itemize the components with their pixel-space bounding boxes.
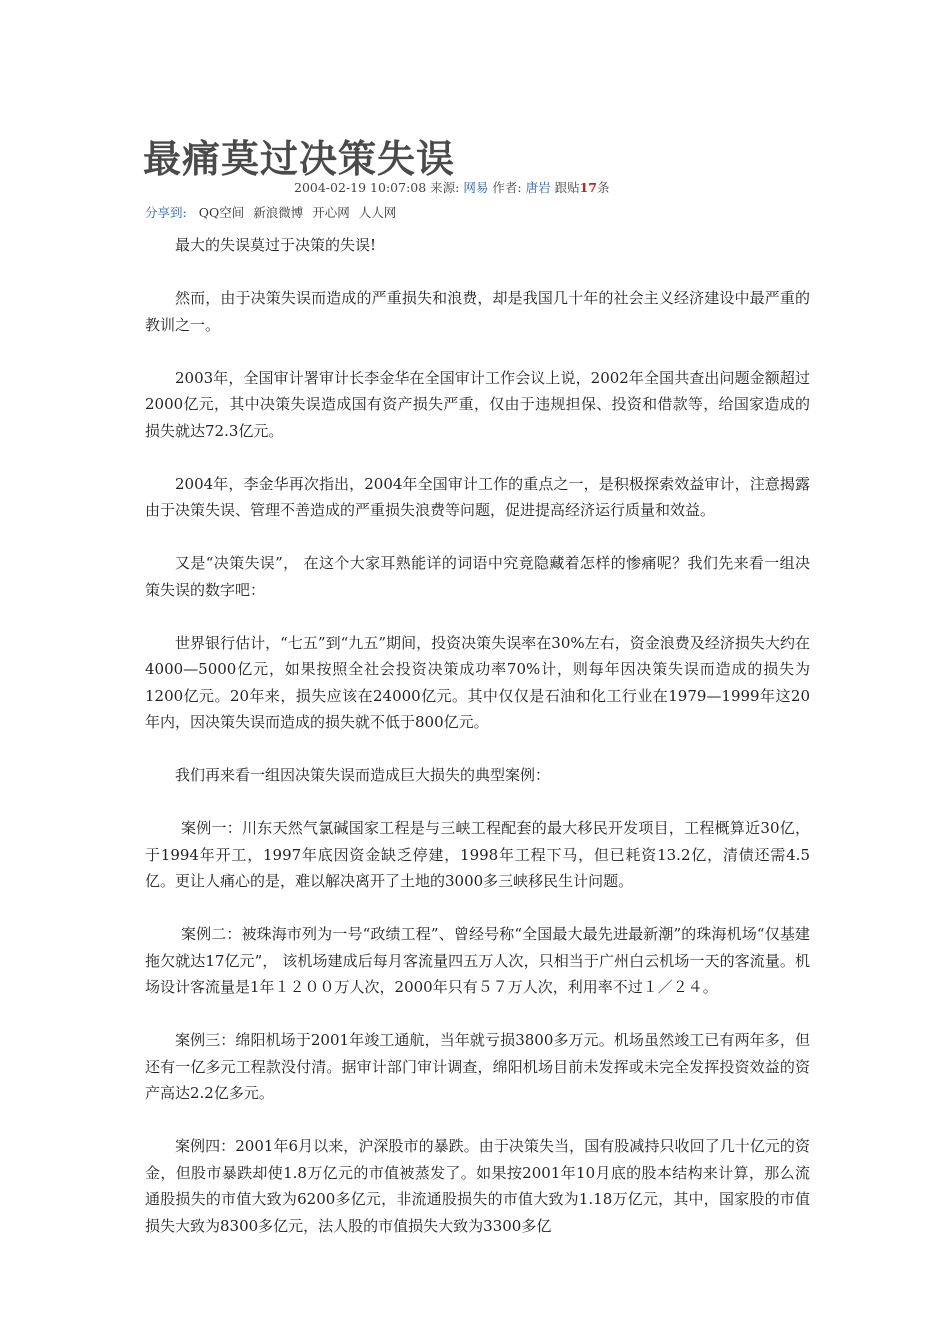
publish-datetime: 2004-02-19 10:07:08 xyxy=(294,180,427,195)
paragraph: 2003年，全国审计署审计长李金华在全国审计工作会议上说，2002年全国共查出问题金额超过2000亿元，其中决策失误造成国有资产损失严重，仅由于违规担保、投资和借款等，给国家造成的损失就达72.3亿元。 xyxy=(145,368,810,440)
paragraph-case-1: 案例一：川东天然气氯碱国家工程是与三峡工程配套的最大移民开发项目，工程概算近30亿，于1994年开工，1997年底因资金缺乏停建，1998年工程下马，但已耗资13.2亿，清债还需4.5亿。更让人痛心的是，难以解决离开了土地的3000多三峡移民生计问题。 xyxy=(145,819,810,890)
article-meta xyxy=(294,178,610,196)
paragraph: 又是“决策失误”， 在这个大家耳熟能详的词语中究竟隐藏着怎样的惨痛呢？我们先来看一组决策失误的数字吧： xyxy=(145,554,810,599)
paragraph-case-2: 案例二：被珠海市列为一号“政绩工程”、曾经号称“全国最大最先进最新潮”的珠海机场“仅基建拖欠就达17亿元”， 该机场建成后每月客流量四五万人次，只相当于广州白云机场一天的客流量。机场设计客流量是1年１２００万人次，2000年只有５７万人次，利用率不过１／２４。 xyxy=(145,925,810,996)
article-body xyxy=(145,232,810,1266)
author-label: 作者: xyxy=(492,180,522,195)
source-link[interactable]: 网易 xyxy=(463,180,489,195)
share-label: 分享到: xyxy=(145,205,187,220)
author-link[interactable]: 唐岩 xyxy=(525,180,551,195)
paragraph-case-4: 案例四：2001年6月以来，沪深股市的暴跌。由于决策失当，国有股减持只收回了几十亿元的资金，但股市暴跌却使1.8万亿元的市值被蒸发了。如果按2001年10月底的股本结构来计算，那么流通股损失的市值大致为6200多亿元，非流通股损失的市值大致为1.18万亿元，其中，国家股的市值损失大致为8300多亿元，法人股的市值损失大致为3300多亿 xyxy=(145,1137,810,1235)
paragraph: 世界银行估计，“七五”到“九五”期间，投资决策失误率在30%左右，资金浪费及经济损失大约在4000—5000亿元，如果按照全社会投资决策成功率70%计，则每年因决策失误而造成的损失为1200亿元。20年来，损失应该在24000亿元。其中仅仅是石油和化工行业在1979—1999年这20年内，因决策失误而造成的损失就不低于800亿元。 xyxy=(145,633,810,731)
share-weibo-link[interactable]: 新浪微博 xyxy=(253,205,304,220)
share-renren-link[interactable]: 人人网 xyxy=(358,205,397,220)
replies-label: 跟贴 xyxy=(554,180,580,195)
article-title: 最痛莫过决策失误 xyxy=(143,136,456,181)
paragraph: 2004年，李金华再次指出，2004年全国审计工作的重点之一，是积极探索效益审计，注意揭露由于决策失误、管理不善造成的严重损失浪费等问题，促进提高经济运行质量和效益。 xyxy=(145,474,810,519)
replies-unit: 条 xyxy=(597,180,610,195)
source-label: 来源: xyxy=(430,180,460,195)
replies-count-link[interactable]: 17 xyxy=(579,180,597,195)
paragraph-intro: 最大的失误莫过于决策的失误! xyxy=(175,236,377,254)
share-qzone-link[interactable]: QQ空间 xyxy=(198,205,245,220)
paragraph: 然而，由于决策失误而造成的严重损失和浪费，却是我国几十年的社会主义经济建设中最严重的教训之一。 xyxy=(145,289,810,334)
paragraph-case-3: 案例三：绵阳机场于2001年竣工通航，当年就亏损3800多万元。机场虽然竣工已有两年多，但还有一亿多元工程款没付清。据审计部门审计调查，绵阳机场目前未发挥或未完全发挥投资效益的资产高达2.2亿多元。 xyxy=(145,1031,810,1102)
share-kaixin-link[interactable]: 开心网 xyxy=(312,205,350,220)
paragraph: 我们再来看一组因决策失误而造成巨大损失的典型案例： xyxy=(175,766,551,784)
share-bar xyxy=(145,203,401,221)
